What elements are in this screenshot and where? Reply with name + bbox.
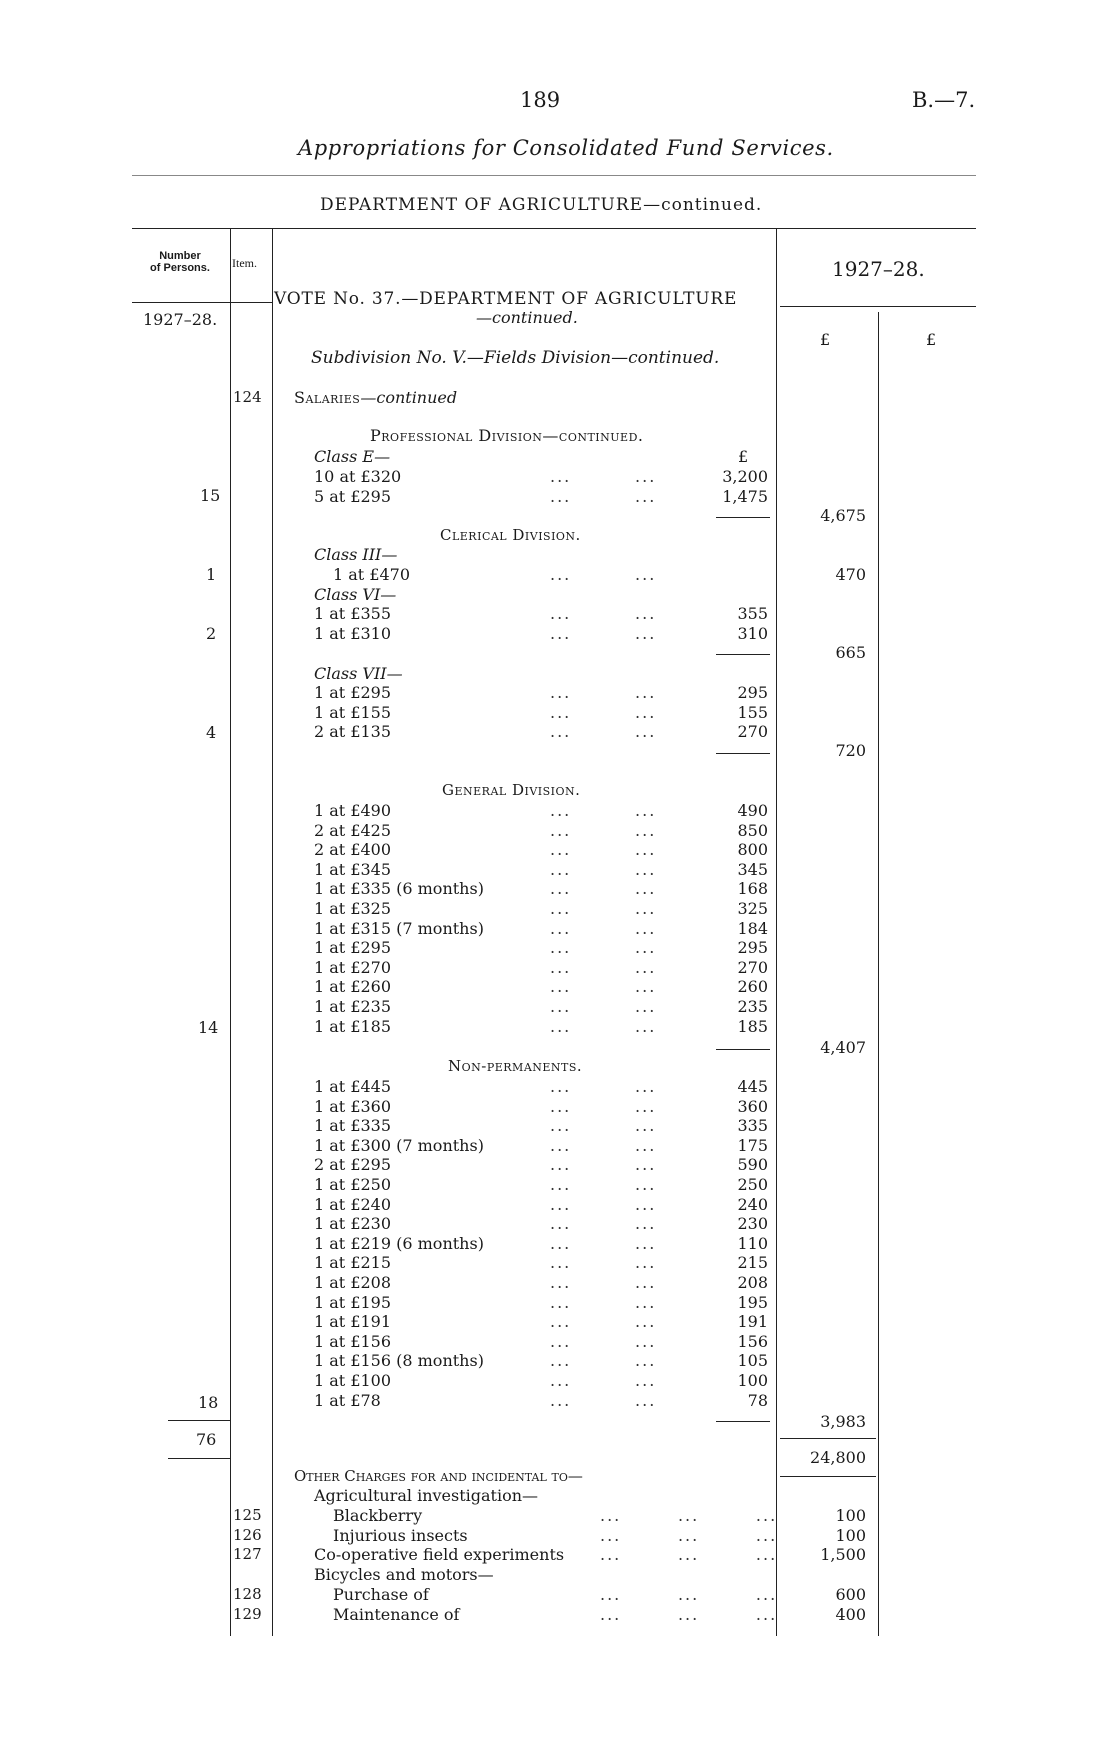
other-item-amount: 600 (835, 1585, 866, 1604)
nonpermanent-row-dots: ... ... (550, 1077, 657, 1096)
nonpermanent-row-amount: 78 (747, 1390, 768, 1410)
amount-divider-rule (878, 312, 879, 1636)
class-vii-row-desc: 1 at £155 (314, 702, 392, 722)
class-vii-label: Class VII— (314, 664, 403, 683)
general-row-dots: ... ... (550, 938, 657, 958)
subdivision-heading (311, 348, 719, 368)
other-item-desc: Purchase of (333, 1585, 429, 1604)
nonpermanent-row-dots: ... ... (550, 1253, 657, 1273)
nonpermanent-row-desc: 1 at £215 (314, 1253, 392, 1273)
class-vi-row-dots: ... ... (550, 623, 657, 643)
subdivision-text: Subdivision No. V.—Fields Division—continued. (311, 348, 720, 368)
class-vi-label: Class VI— (314, 585, 397, 604)
class-vii-row-desc: 1 at £295 (314, 683, 392, 702)
nonpermanent-row-amount: 590 (737, 1155, 768, 1175)
nonpermanent-row-amount: 230 (737, 1214, 768, 1234)
other-item-amount: 100 (835, 1526, 866, 1545)
class-vi-subtotal-rule (716, 654, 770, 655)
class-iii-row-dots: ... ... (550, 565, 657, 584)
general-row-amount: 168 (737, 879, 768, 899)
nonpermanent-row-dots: ... ... (550, 1331, 657, 1351)
class-vii-row-dots: ... ... (550, 722, 657, 741)
amount-total-rule-bottom (780, 1476, 876, 1477)
general-row-desc: 2 at £425 (314, 820, 392, 840)
professional-subtotal-rule (716, 517, 770, 518)
general-row-amount: 800 (737, 840, 768, 860)
nonpermanent-row-desc: 1 at £195 (314, 1292, 392, 1312)
nonpermanent-row-dots: ... ... (550, 1233, 657, 1253)
class-vi-row-amount: 310 (737, 623, 768, 643)
professional-total: 4,675 (820, 506, 866, 525)
pound-symbol-left: £ (820, 330, 831, 349)
other-item-number: 125 (233, 1506, 262, 1524)
other-item-desc: Injurious insects (333, 1526, 468, 1545)
general-row-desc: 1 at £185 (314, 1016, 392, 1036)
general-row-desc: 1 at £345 (314, 859, 392, 879)
other-item-dots: ... ... ... (600, 1605, 778, 1624)
professional-division-heading: Professional Division—continued. (370, 426, 644, 445)
amount-total-rule-top (780, 1438, 876, 1439)
agricultural-investigation-label: Agricultural investigation— (314, 1486, 539, 1505)
nonpermanent-row-amount: 191 (737, 1312, 768, 1332)
class-vi-persons: 2 (206, 624, 217, 643)
class-vii-row-dots: ... ... (550, 702, 657, 722)
item-column-left-rule (230, 228, 231, 1636)
other-item-number: 128 (233, 1585, 262, 1603)
class-vii-row-amount: 295 (737, 683, 768, 702)
total-amount: 24,800 (810, 1448, 866, 1467)
vote-heading: VOTE No. 37.—DEPARTMENT OF AGRICULTURE (274, 289, 738, 309)
professional-row-desc: 10 at £320 (314, 467, 402, 486)
other-item-desc: Co-operative field experiments (314, 1545, 565, 1564)
general-row-dots: ... ... (550, 977, 657, 997)
nonpermanent-row-dots: ... ... (550, 1155, 657, 1175)
general-row-amount: 270 (737, 957, 768, 977)
nonpermanent-row-desc: 1 at £230 (314, 1214, 392, 1234)
nonpermanent-row-amount: 110 (737, 1233, 768, 1253)
nonpermanent-row-dots: ... ... (550, 1175, 657, 1194)
nonpermanent-row-dots: ... ... (550, 1194, 657, 1214)
total-persons: 76 (196, 1430, 217, 1449)
item-header: Item. (232, 256, 257, 270)
professional-row-dots: ... ... (550, 467, 657, 486)
general-persons: 14 (198, 1018, 219, 1037)
nonpermanent-row-dots: ... ... (550, 1292, 657, 1312)
nonpermanent-row-dots: ... ... (550, 1371, 657, 1390)
general-row-amount: 184 (737, 918, 768, 938)
class-vii-row-amount: 270 (737, 722, 768, 741)
other-item-dots: ... ... ... (600, 1506, 778, 1525)
persons-total-rule-top (168, 1420, 230, 1421)
nonpermanent-row-desc: 1 at £445 (314, 1077, 392, 1096)
nonpermanent-row-desc: 1 at £100 (314, 1371, 392, 1390)
general-row-desc: 1 at £270 (314, 957, 392, 977)
vote-heading-continued: —continued. (476, 308, 578, 327)
nonpermanent-row-desc: 2 at £295 (314, 1155, 392, 1175)
amount-year-label: 1927–28. (832, 257, 925, 281)
nonpermanent-row-desc: 1 at £78 (314, 1390, 381, 1410)
persons-year-label: 1927–28. (143, 310, 218, 329)
professional-persons: 15 (200, 486, 221, 505)
item-column-right-rule (272, 228, 273, 1636)
nonpermanent-subtotal-rule (716, 1421, 770, 1422)
nonpermanent-total: 3,983 (820, 1412, 866, 1431)
nonpermanent-row-dots: ... ... (550, 1116, 657, 1136)
department-heading: DEPARTMENT OF AGRICULTURE—continued. (320, 195, 763, 215)
general-row-desc: 1 at £335 (6 months) (314, 879, 484, 899)
general-row-dots: ... ... (550, 879, 657, 899)
class-iii-label: Class III— (314, 545, 398, 564)
other-item-dots: ... ... ... (600, 1545, 778, 1564)
professional-pound-symbol: £ (738, 447, 749, 466)
general-row-dots: ... ... (550, 859, 657, 879)
general-row-amount: 490 (737, 801, 768, 820)
persons-total-rule-bottom (168, 1458, 230, 1459)
nonpermanent-row-dots: ... ... (550, 1214, 657, 1234)
general-row-amount: 235 (737, 997, 768, 1016)
general-row-dots: ... ... (550, 840, 657, 860)
nonpermanent-row-desc: 1 at £219 (6 months) (314, 1233, 484, 1253)
general-row-dots: ... ... (550, 918, 657, 938)
general-row-dots: ... ... (550, 997, 657, 1016)
nonpermanent-row-dots: ... ... (550, 1135, 657, 1155)
general-row-dots: ... ... (550, 1016, 657, 1036)
nonpermanent-row-desc: 1 at £250 (314, 1175, 392, 1194)
nonpermanent-row-amount: 360 (737, 1096, 768, 1116)
salaries-continued: —continued (360, 388, 458, 407)
general-row-desc: 1 at £490 (314, 801, 392, 820)
general-row-amount: 185 (737, 1016, 768, 1036)
clerical-division-heading: Clerical Division. (440, 526, 581, 544)
nonpermanent-row-dots: ... ... (550, 1273, 657, 1292)
nonpermanent-row-desc: 1 at £208 (314, 1273, 392, 1292)
general-subtotal-rule (716, 1049, 770, 1050)
pound-symbol-right: £ (926, 330, 937, 349)
professional-row-amount: 3,200 (722, 467, 768, 486)
nonpermanent-row-desc: 1 at £335 (314, 1116, 392, 1136)
nonpermanent-row-desc: 1 at £360 (314, 1096, 392, 1116)
general-row-amount: 850 (737, 820, 768, 840)
general-row-amount: 295 (737, 938, 768, 958)
class-vii-row-desc: 2 at £135 (314, 722, 392, 741)
bicycles-motors-label: Bicycles and motors— (314, 1565, 494, 1584)
salaries-heading (294, 388, 457, 407)
nonpermanent-row-dots: ... ... (550, 1390, 657, 1410)
general-row-dots: ... ... (550, 801, 657, 820)
page-title: Appropriations for Consolidated Fund Services. (298, 136, 834, 160)
class-vii-total: 720 (835, 741, 866, 760)
nonpermanent-row-amount: 445 (737, 1077, 768, 1096)
class-iii-total: 470 (835, 565, 866, 584)
other-item-amount: 400 (835, 1605, 866, 1624)
other-item-number: 127 (233, 1545, 262, 1563)
class-e-label: Class E— (314, 447, 391, 466)
class-vi-row-amount: 355 (737, 604, 768, 623)
general-row-desc: 1 at £295 (314, 938, 392, 958)
nonpermanent-persons: 18 (198, 1393, 219, 1412)
nonpermanent-row-amount: 195 (737, 1292, 768, 1312)
class-vii-row-amount: 155 (737, 702, 768, 722)
general-row-amount: 260 (737, 977, 768, 997)
class-vii-subtotal-rule (716, 753, 770, 754)
nonpermanent-row-dots: ... ... (550, 1096, 657, 1116)
general-division-heading: General Division. (442, 781, 581, 799)
general-row-desc: 2 at £400 (314, 840, 392, 860)
professional-row-dots: ... ... (550, 486, 657, 506)
nonpermanent-row-desc: 1 at £240 (314, 1194, 392, 1214)
persons-header-line2: of Persons. (150, 262, 210, 274)
general-total: 4,407 (820, 1038, 866, 1057)
general-row-dots: ... ... (550, 899, 657, 918)
class-vi-row-desc: 1 at £355 (314, 604, 392, 623)
nonpermanent-row-desc: 1 at £191 (314, 1312, 392, 1332)
nonpermanent-row-desc: 1 at £156 (314, 1331, 392, 1351)
class-vi-row-desc: 1 at £310 (314, 623, 392, 643)
other-item-dots: ... ... ... (600, 1585, 778, 1604)
nonpermanent-row-amount: 100 (737, 1371, 768, 1390)
other-item-amount: 100 (835, 1506, 866, 1525)
description-right-rule (776, 228, 777, 1636)
page-number: 189 (520, 88, 561, 112)
general-row-desc: 1 at £260 (314, 977, 392, 997)
other-item-desc: Maintenance of (333, 1605, 460, 1624)
other-item-amount: 1,500 (820, 1545, 866, 1564)
item-number-124: 124 (233, 388, 262, 406)
other-item-desc: Blackberry (333, 1506, 423, 1525)
nonpermanent-row-amount: 208 (737, 1273, 768, 1292)
nonpermanent-row-amount: 156 (737, 1331, 768, 1351)
salaries-label: Salaries (294, 388, 361, 407)
general-row-desc: 1 at £325 (314, 899, 392, 918)
nonpermanent-row-amount: 215 (737, 1253, 768, 1273)
nonpermanent-row-amount: 175 (737, 1135, 768, 1155)
item-header-rule (230, 302, 273, 303)
title-rule (132, 175, 976, 176)
class-iii-row-desc: 1 at £470 (333, 565, 411, 584)
professional-row-amount: 1,475 (722, 486, 768, 506)
general-row-amount: 345 (737, 859, 768, 879)
general-row-dots: ... ... (550, 957, 657, 977)
class-vi-row-dots: ... ... (550, 604, 657, 623)
nonpermanent-row-dots: ... ... (550, 1351, 657, 1371)
class-vii-persons: 4 (206, 723, 217, 742)
professional-row-desc: 5 at £295 (314, 486, 392, 506)
nonpermanent-row-dots: ... ... (550, 1312, 657, 1332)
nonpermanent-row-amount: 250 (737, 1175, 768, 1194)
general-row-amount: 325 (737, 899, 768, 918)
other-item-number: 129 (233, 1605, 262, 1623)
persons-header (132, 250, 228, 274)
nonpermanent-row-amount: 240 (737, 1194, 768, 1214)
nonpermanent-row-amount: 335 (737, 1116, 768, 1136)
general-row-dots: ... ... (550, 820, 657, 840)
class-vi-total: 665 (835, 643, 866, 662)
nonpermanent-row-desc: 1 at £156 (8 months) (314, 1351, 484, 1371)
other-item-number: 126 (233, 1526, 262, 1544)
nonpermanent-row-desc: 1 at £300 (7 months) (314, 1135, 484, 1155)
table-top-rule (132, 228, 976, 229)
nonpermanent-row-amount: 105 (737, 1351, 768, 1371)
other-item-dots: ... ... ... (600, 1526, 778, 1545)
general-row-desc: 1 at £235 (314, 997, 392, 1016)
other-charges-heading: Other Charges for and incidental to— (294, 1467, 583, 1485)
class-iii-persons: 1 (206, 565, 217, 584)
document-code: B.—7. (912, 88, 976, 112)
nonpermanents-heading: Non-permanents. (448, 1057, 583, 1075)
persons-header-line1: Number (159, 250, 201, 262)
class-vii-row-dots: ... ... (550, 683, 657, 702)
persons-header-rule (132, 302, 231, 303)
general-row-desc: 1 at £315 (7 months) (314, 918, 484, 938)
amount-header-rule (780, 306, 976, 307)
